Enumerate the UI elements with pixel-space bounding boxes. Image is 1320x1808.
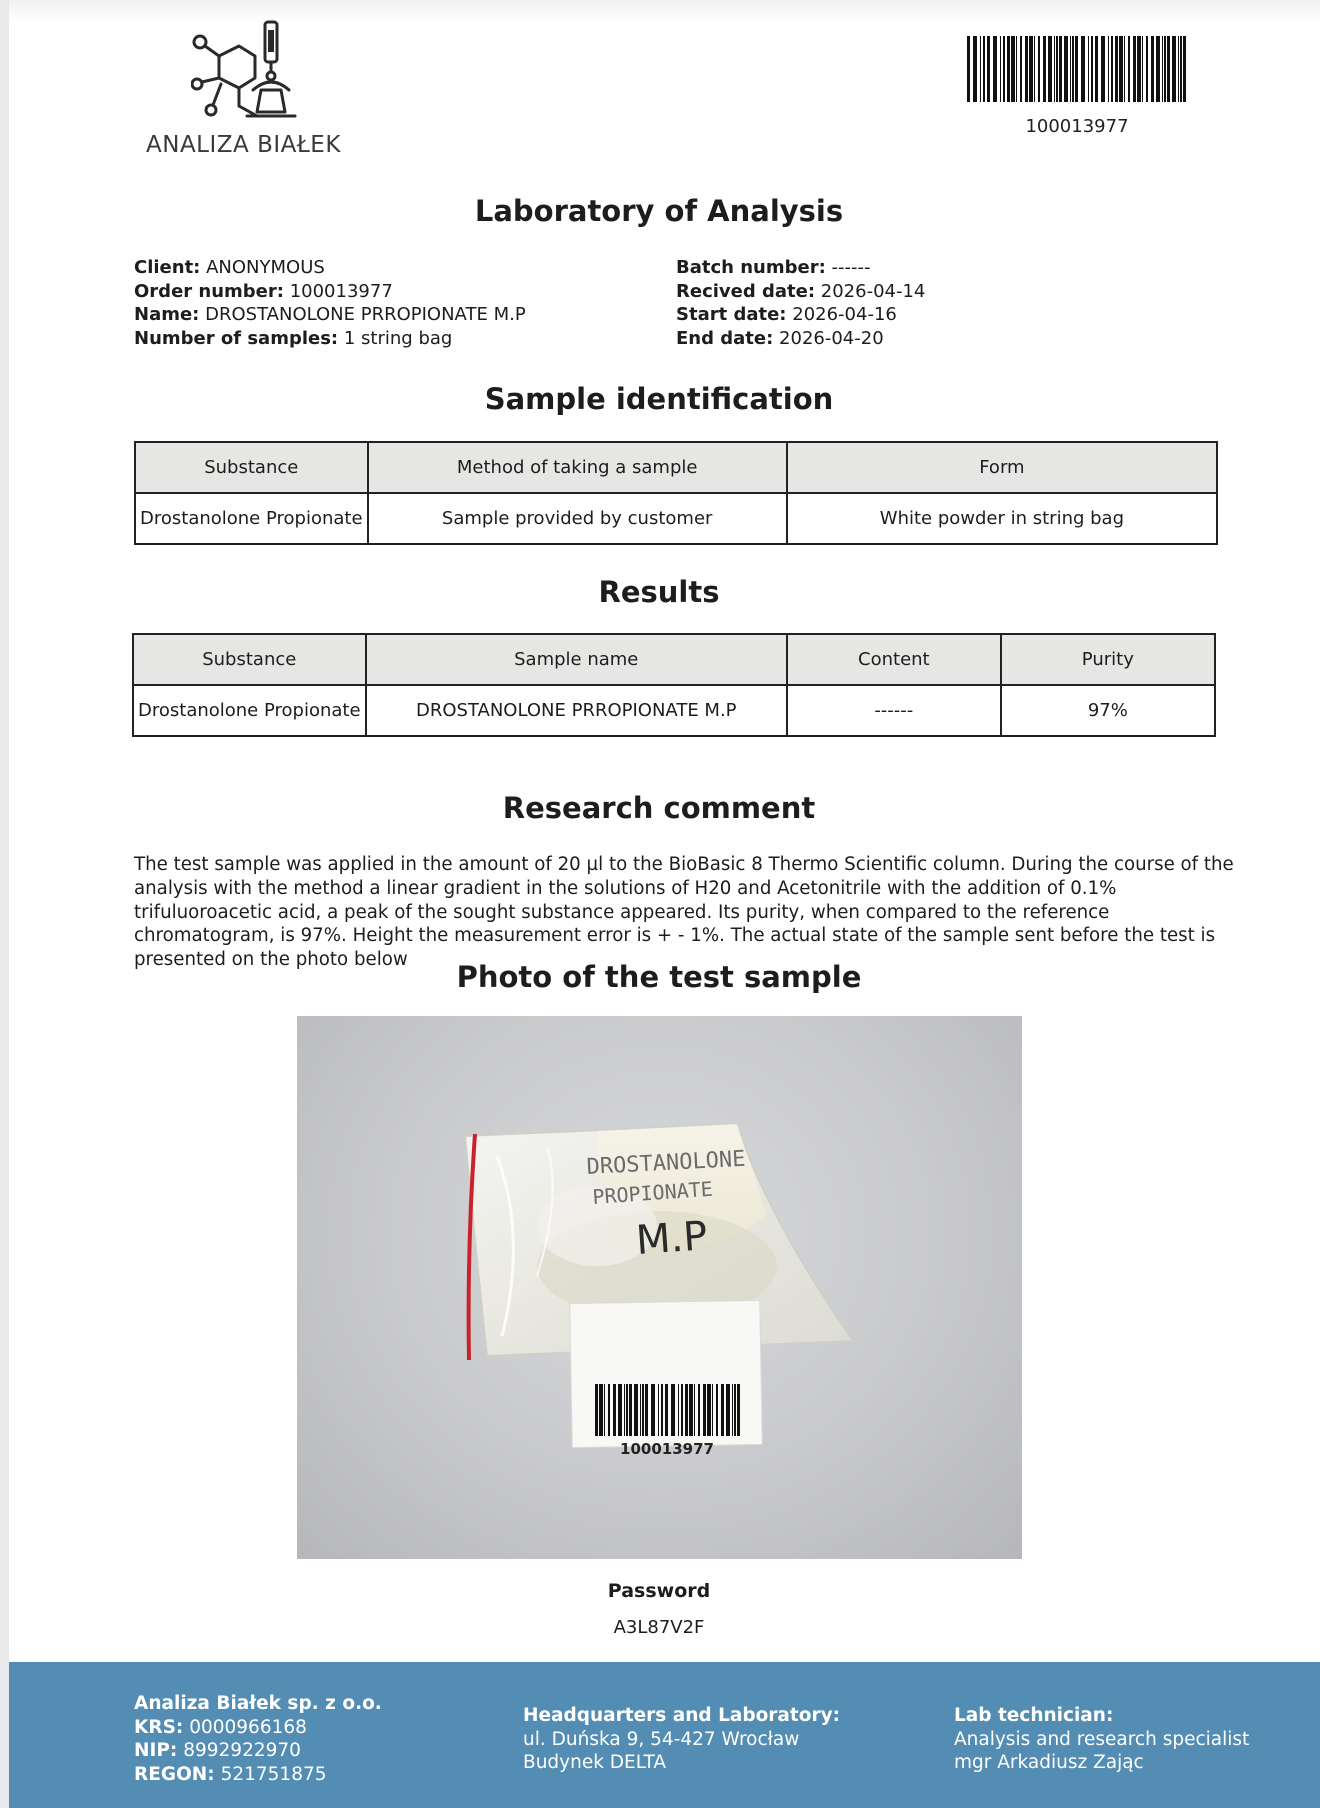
page-title: Laboratory of Analysis	[474, 194, 844, 228]
handwriting-mp: M.P	[634, 1213, 709, 1264]
table-cell: Sample provided by customer	[368, 493, 787, 544]
samples-value: 1 string bag	[343, 327, 453, 349]
tech-role: Analysis and research specialist	[954, 1728, 1250, 1750]
photo-title: Photo of the test sample	[456, 960, 862, 994]
logo-text: ANALIZA BIAŁEK	[146, 132, 341, 158]
table-cell: ------	[787, 685, 1001, 736]
sample-identification-title: Sample identification	[484, 382, 834, 416]
start-value: 2026-04-16	[792, 304, 897, 325]
batch-row: Batch number: ------	[676, 257, 871, 278]
samples-row: Number of samples: 1 string bag	[134, 327, 453, 349]
table-cell: 97%	[1001, 685, 1215, 736]
photo-barcode-number: 100013977	[620, 1440, 714, 1458]
hq-building: Budynek DELTA	[523, 1752, 667, 1773]
password-label: Password	[607, 1580, 711, 1602]
results-table	[132, 633, 1216, 737]
company-logo	[135, 20, 365, 160]
table-header: Purity	[1001, 634, 1215, 685]
batch-value: ------	[831, 257, 871, 278]
table-header: Sample name	[366, 634, 787, 685]
batch-info	[676, 256, 925, 350]
table-cell: White powder in string bag	[787, 493, 1217, 544]
table-header: Form	[787, 442, 1217, 493]
received-row: Recived date: 2026-04-14	[676, 280, 926, 302]
test-sample-photo	[297, 1016, 1022, 1559]
footer	[9, 1662, 1320, 1808]
footer-lab-technician	[954, 1704, 1249, 1775]
handwriting-propionate: PROPIONATE	[591, 1176, 714, 1209]
table-header-row	[135, 442, 1217, 493]
molecule-microscope-icon	[191, 20, 309, 124]
hq-address: ul. Duńska 9, 54-427 Wrocław	[523, 1728, 800, 1750]
password-value: A3L87V2F	[613, 1617, 705, 1638]
received-value: 2026-04-14	[820, 280, 926, 302]
table-row	[133, 685, 1215, 736]
results-title: Results	[598, 575, 720, 609]
barcode	[967, 36, 1187, 137]
client-info	[134, 256, 526, 350]
krs-value: 0000966168	[189, 1716, 307, 1738]
table-cell: DROSTANOLONE PRROPIONATE M.P	[366, 685, 787, 736]
footer-headquarters	[523, 1704, 840, 1775]
order-row: Order number: 100013977	[134, 280, 393, 302]
name-value: DROSTANOLONE PRROPIONATE M.P	[205, 304, 526, 325]
start-row: Start date: 2026-04-16	[676, 304, 897, 325]
sample-identification-table	[134, 441, 1218, 545]
client-row: Client: ANONYMOUS	[134, 257, 325, 278]
end-row: End date: 2026-04-20	[676, 327, 884, 349]
table-header: Method of taking a sample	[368, 442, 787, 493]
table-header: Content	[787, 634, 1001, 685]
regon-value: 521751875	[220, 1763, 327, 1785]
order-value: 100013977	[289, 280, 393, 302]
research-comment-title: Research comment	[502, 791, 816, 825]
name-row: Name: DROSTANOLONE PRROPIONATE M.P	[134, 304, 526, 325]
barcode-icon	[967, 36, 1187, 102]
tech-name: mgr Arkadiusz Zając	[954, 1752, 1144, 1773]
company-name: Analiza Białek sp. z o.o.	[134, 1693, 382, 1714]
table-row	[135, 493, 1217, 544]
page-top-shadow	[9, 0, 1320, 22]
nip-value: 8992922970	[183, 1740, 301, 1761]
tech-title: Lab technician:	[954, 1705, 1114, 1726]
document-page	[9, 0, 1320, 1808]
table-cell: Drostanolone Propionate	[135, 493, 368, 544]
table-header-row	[133, 634, 1215, 685]
hq-title: Headquarters and Laboratory:	[523, 1705, 841, 1726]
barcode-number: 100013977	[1025, 116, 1129, 137]
table-header: Substance	[135, 442, 368, 493]
handwriting-drostanolone: DROSTANOLONE	[586, 1146, 747, 1180]
table-header: Substance	[133, 634, 366, 685]
sample-bag-image	[297, 1016, 1022, 1559]
end-value: 2026-04-20	[779, 327, 884, 349]
footer-company: Analiza Białek sp. z o.o. KRS: 0000966168 NIP: 8992922970 REGON: 521751875	[134, 1693, 382, 1785]
research-comment-text: The test sample was applied in the amount of 20 µl to the BioBasic 8 Thermo Scientific column. During the course of the analysis with the method a linear gradient in the solutions of H20 and Acetonitrile with the addition of 0.1% trifuluoroacetic acid, a peak of the sought substance appeared. Its purity, when compared to the reference chromatogram, is 97%. Height the measurement error is + - 1%. The actual state of the sample sent before the test is presented on the photo below	[134, 854, 1234, 971]
table-cell: Drostanolone Propionate	[133, 685, 366, 736]
client-value: ANONYMOUS	[206, 257, 325, 278]
